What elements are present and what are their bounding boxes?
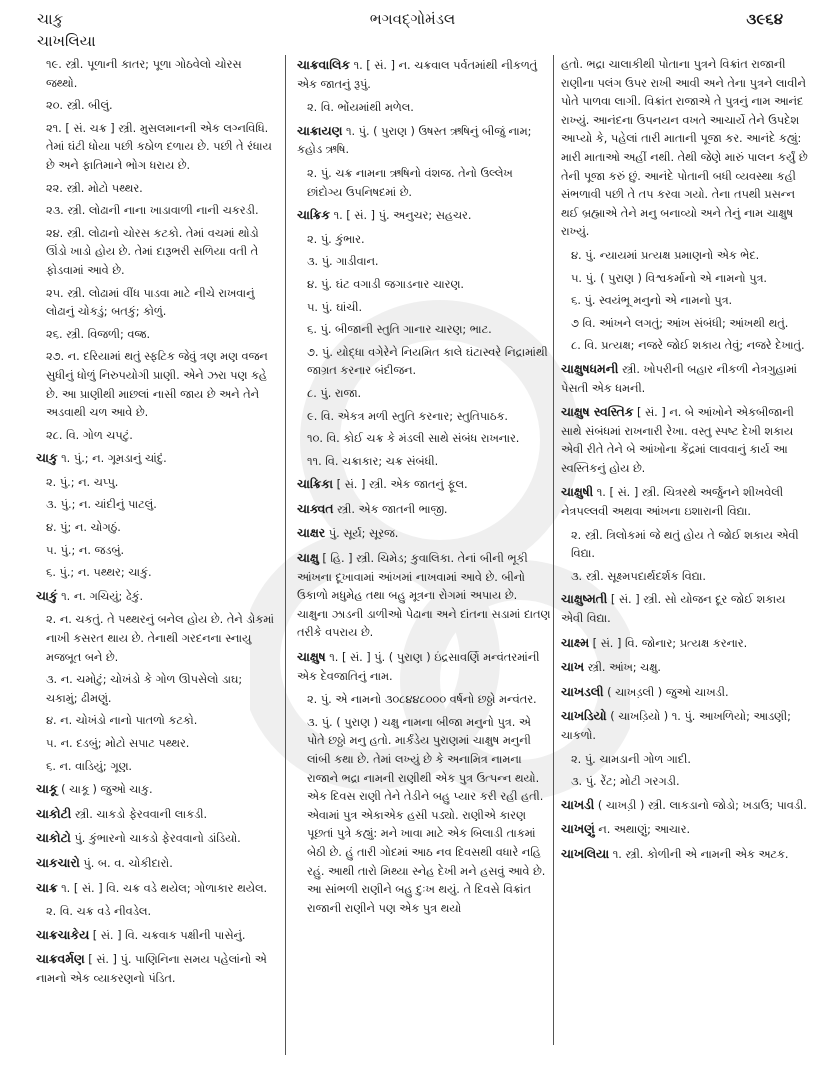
headword: ચાકું [36, 588, 58, 603]
definition-text: ૧. [ સં. ] વિ. ચક્ર વડે થયેલ; ગોળાકાર થયેલ. [61, 881, 268, 895]
dictionary-entry [561, 820, 809, 840]
page-number: ૩૯૬૪ [746, 10, 783, 28]
headword: ચાક્ર [36, 880, 58, 895]
entry-sense [36, 758, 276, 777]
dictionary-entry [36, 587, 276, 607]
entry-sense [297, 408, 551, 427]
dictionary-entry [36, 449, 276, 469]
headword: ચાક્ષર [297, 526, 326, 541]
dictionary-entry [561, 707, 809, 745]
entry-sense [36, 180, 276, 199]
guide-word-last: ચાખલિયા [37, 32, 96, 50]
entry-sense [36, 611, 276, 667]
definition-text: ૩. પું. ( પુરાણ ) ચક્ષુ નામના બીજા મનુનો પુત્ર. એ પોતે છઠ્ઠો મનુ હતો. માર્કંડેય પુરાણમાં ચાક્ષુષ મનુની લાંબી કથા છે. તેમાં લખ્યું છે કે અનામિત્ર નામના રાજાને ભદ્રા નામની રાણીથી એક પુત્ર ઉત્પન્ન થયો. એક દિવસ રાણી તેને તેડીને બહુ પ્યાર કરી રહી હતી. એવામાં પુત્ર એકાએક હસી પડ્યો. રાણીએ કારણ પૂછતાં પુત્રે કહ્યું: મને ખાવા માટે એક બિલાડી તાકમાં બેઠી છે. હું તારી ગોદમાં આઠ નવ દિવસથી વધારે નહિ રહું. આથી તારો મિથ્યા સ્નેહ દેખી મને હસવું આવે છે. આ સાંભળી રાણીને બહુ દુઃખ થયું. તે દિવસે વિક્રાંત રાજાની રાણીને પણ એક પુત્ર થયો [307, 715, 546, 915]
headword: ચાખ [561, 660, 584, 675]
definition-text: ૪. પું. ઘંટ વગાડી જગાડનાર ચારણ. [307, 277, 464, 291]
column-left [36, 56, 276, 1062]
headword: ચાક્ષુષ્મતી [561, 592, 608, 607]
definition-text: ૧૯. સ્ત્રી. પૂળાની કાતર; પૂળા ગોઠવેલો ચોરસ જથ્થો. [46, 58, 242, 90]
entry-sense [36, 56, 276, 93]
definition-text: ૩. પું. રેંટ; મોટી ગરગડી. [571, 775, 680, 789]
entry-sense [297, 430, 551, 449]
definition-text: ૮. વિ. પ્રત્યક્ષ; નજરે જોઈ શકાય તેવું; નજરે દેખાતું. [571, 339, 805, 353]
definition-text: ૨૮. વિ. ગોળ ચપટું. [46, 428, 133, 442]
definition-text: પું. સૂર્ય; સૂરજ. [328, 527, 399, 541]
definition-text: સ્ત્રી. એક જાતની ભાજી. [337, 502, 448, 516]
entry-sense [561, 773, 809, 792]
entry-sense [297, 714, 551, 919]
entry-sense [36, 712, 276, 731]
dictionary-entry [36, 950, 276, 988]
headword: ચાક્રચાકેય [36, 927, 90, 942]
definition-text: ૨. પું. એ નામનો ૩૦૮૪૪૮૦૦૦ વર્ષનો છઠ્ઠો મન્વંતર. [307, 693, 537, 707]
definition-text: ( ચાખડ઼ી ) સ્ત્રી. લાકડાનો જોડો; ખડાઉ; પાવડી. [597, 798, 807, 812]
definition-text: ૨૦. સ્ત્રી. બીલું. [46, 99, 113, 113]
dictionary-entry [561, 845, 809, 865]
entry-sense [561, 247, 809, 266]
dictionary-entry [36, 879, 276, 899]
definition-text: ૭. પું. યોદ્ધા વગેરેને નિયમિત કાલે ઘંટાસ્વરે નિદ્રામાંથી જાગ્રત કરનાર બંદીજન. [307, 345, 548, 378]
definition-text: ૧. [ સં. ] સ્ત્રી. ચિત્રરથે અર્જુનને શીખવેલી નેત્રપલ્લવી અથવા આંખના ઇશારાની વિદ્યા. [561, 486, 784, 519]
dictionary-entry [36, 829, 276, 849]
definition-text: ૨. ન. ચકતું. તે પથ્થરનું બનેલ હોય છે. તેને ડોકમાં નાખી કસરત થાય છે. તેનાથી ગરદનના સ્નાયુ મજબૂત બને છે. [46, 613, 275, 664]
definition-text: ૨. વિ. ભોંયમાંથી મળેલ. [307, 101, 414, 115]
entry-sense [297, 99, 551, 118]
definition-text: ૨. પું.; ન. ચપ્પુ. [46, 475, 119, 489]
definition-text: ૬. ન. વાડિયું; ગૂણ. [46, 759, 133, 773]
definition-text: [ સં. ] સ્ત્રી. સો યોજન દૂર જોઈ શકાય એવી વિદ્યા. [561, 593, 786, 626]
dictionary-entry [36, 926, 276, 946]
definition-text: ૧. પું.; ન. ગૂમડાનું ચાંદું. [61, 452, 167, 466]
entry-sense [36, 519, 276, 538]
dictionary-entry [561, 634, 809, 654]
dictionary-entry [297, 56, 551, 94]
entry-sense [36, 474, 276, 493]
definition-text: ૧. [ સં. ] ન. ચક્રવાલ પર્વતમાંથી નીકળતું એક જાતનું રૂપું. [297, 59, 538, 91]
dictionary-entry [561, 590, 809, 628]
definition-text: ૨. પું. ચક્ર નામના ઋષિનો વંશજ. તેનો ઉલ્લેખ છાંદોગ્ય ઉપનિષદમાં છે. [307, 166, 513, 199]
entry-sense [36, 671, 276, 708]
dictionary-entry [297, 648, 551, 686]
entry-sense [297, 165, 551, 202]
definition-text: ૨. વિ. ચક્ર વડે નીવડેલ. [46, 905, 152, 919]
definition-text: ( ચાકૂ ) જુઓ ચાકુ. [61, 783, 153, 797]
entry-sense [297, 253, 551, 272]
definition-text: ( ચાખડ઼લી ) જુઓ ચાખડી. [607, 685, 729, 699]
entry-sense [297, 299, 551, 318]
definition-text: ૫. પું. ઘાંચી. [307, 300, 363, 314]
definition-text: [ સં. ] વિ. ચક્રવાક પક્ષીની પાસેનું. [92, 928, 246, 942]
entry-sense [36, 348, 276, 422]
definition-text: ૪. પું; ન. ચોગઠું. [46, 521, 121, 535]
definition-text: હતો. ભદ્રા ચાલાકીથી પોતાના પુત્રને વિક્રાંત રાજાની રાણીના પલંગ ઉપર રાખી આવી અને તેના પુત્રને લાવીને પોતે પાળવા લાગી. વિક્રાંત રાજાએ તે પુત્રનું નામ આનંદ રાખ્યું. આનંદના ઉપનયન વખતે આચાર્યે તેને ઉપદેશ આપ્યો કે, પહેલાં તારી માતાની પૂજા કર. આનંદે કહ્યું: મારી માતાઓ અહીં નથી. તેથી જેણે મારું પાલન કર્યું છે તેની પૂજા કરું છું. આનંદે પોતાની બધી વ્યવસ્થા કહી સંભળાવી પછી તે તપ કરવા ગયો. તેના તપથી પ્રસન્ન થઈ બ્રહ્માએ તેને મનુ બનાવ્યો અને તેનું નામ ચાક્ષુષ રાખ્યું. [561, 58, 808, 239]
entry-sense [36, 225, 276, 281]
entry-sense [36, 202, 276, 221]
definition-text: સ્ત્રી. આંખ; ચક્ષુ. [587, 661, 661, 675]
headword: ચાખણું [561, 822, 595, 837]
dictionary-entry [561, 403, 809, 478]
definition-text: ૬. પું.; ન. પથ્થર; ચાકું. [46, 566, 152, 580]
definition-text: [ સં. ] સ્ત્રી. એક જાતનું ફૂલ. [336, 478, 468, 492]
definition-text: ૩. પું. ગાડીવાન. [307, 255, 379, 269]
definition-text: ૩. ન. ચમોટું; ચોખંડો કે ગોળ ઊપસેલો ડાઘ; ચકામું; ઢીમણું. [46, 673, 243, 705]
entry-sense [36, 97, 276, 116]
definition-text: સ્ત્રી. ચાકડો ફેરવવાની લાકડી. [74, 807, 208, 821]
definition-text: ૫. પું. ( પુરાણ ) વિશ્વકર્માનો એ નામનો પુત્ર. [571, 271, 768, 285]
entry-sense [36, 427, 276, 446]
headword: ચાકચારો [36, 855, 80, 870]
definition-text: ૪. ન. ચોખંડો નાનો પાતળો કટકો. [46, 714, 198, 728]
entry-sense [36, 326, 276, 345]
entry-sense [297, 321, 551, 340]
definition-text: [ સં. ] પું. પાણિનિના સમય પહેલાંનો એ નામનો એક વ્યાકરણનો પંડિત. [36, 953, 267, 985]
headword: ચાક્વત [297, 501, 334, 516]
dictionary-entry [297, 475, 551, 495]
definition-text: ૨. સ્ત્રી. ત્રિલોકમાં જે થતું હોય તે જોઈ શકાય એવી વિદ્યા. [571, 528, 799, 561]
definition-text: ૨. પું. ચામડાની ગોળ ગાદી. [571, 752, 691, 766]
dictionary-entry [297, 122, 551, 160]
headword: ચાખલિયા [561, 846, 610, 861]
headword: ચાકૂ [36, 782, 58, 797]
entry-sense [561, 337, 809, 356]
definition-text: ૧. સ્ત્રી. કોળીની એ નામની એક અટક. [612, 847, 789, 861]
entry-sense [36, 542, 276, 561]
definition-text: ૨૭. ન. દરિયામાં થતું સ્ફટિક જેવું ત્રણ મણ વજન સુધીનું ધોળું નિરુપયોગી પ્રાણી. એને ઝરા પણ કહે છે. આ પ્રાણીથી માછલાં નાસી જાય છે અને તેને અડવાથી ચળ આવે છે. [46, 350, 268, 420]
column-divider [285, 55, 286, 1055]
dictionary-entry [561, 360, 809, 398]
definition-text: [ સં. ] ન. બે આંખોને એકબીજાની સાથે સંબંધમાં રાખનારી રેખા. વસ્તુ સ્પષ્ટ દેખી શકાય એવી રીતે તેને બે આંખોના કેંદ્રમાં લાવવાનું કાર્ય આ સ્વસ્તિકનું હોય છે. [561, 406, 794, 475]
headword: ચાખડી [561, 797, 595, 812]
definition-text: પું. બ. વ. ચોકીદારો. [83, 856, 173, 870]
definition-text: ૯. વિ. એકત્ર મળી સ્તુતિ કરનાર; સ્તુતિપાઠક. [307, 409, 509, 423]
page-header [0, 0, 825, 50]
dictionary-entry [561, 796, 809, 816]
definition-text: ૧. ન. ગચિયું; ઢેકું. [61, 589, 144, 603]
entry-sense [297, 691, 551, 710]
headword: ચાકોટો [36, 831, 71, 846]
entry-sense [297, 231, 551, 250]
entry-sense [297, 453, 551, 472]
definition-text: પું. કુંભારનો ચાકડો ફેરવવાનો ડાંડિયો. [74, 832, 241, 846]
definition-text: ૨૨. સ્ત્રી. મોટો પથ્થર. [46, 181, 143, 195]
definition-text: સ્ત્રી. ખોપરીની બહાર નીકળી નેત્રગુહામાં પેસતી એક ધમની. [561, 362, 797, 395]
definition-text: ૨૩. સ્ત્રી. લોઢાની નાના ખાડાવાળી નાની ચકરડી. [46, 204, 259, 218]
headword: ચાક્રાયણ [297, 123, 343, 138]
definition-text: [ હિ. ] સ્ત્રી. ચિમેડ; કુવાલિકા. તેનાં બીની ભૂકી આંખના દૂખાવામાં આંખમાં નાખવામાં આવે છે. બીનો ઉકાળો મધુમેહ તથા બહુ મૂત્રના રોગમાં અપાય છે. ચાક્ષુના ઝાડની ડાળીઓ પેઢાના અને દાંતના સડામાં દાતણ તરીકે વપરાય છે. [297, 552, 551, 640]
definition-text: ૩. પું.; ન. ચાંદીનું પાટલું. [46, 498, 157, 512]
definition-text: ૧. [ સં. ] પું. અનુચર; સહચર. [333, 209, 472, 223]
entry-sense [561, 568, 809, 587]
entry-sense [561, 751, 809, 770]
definition-text: ૭ વિ. આંખને લગતું; આંખ સંબંધી; આંખથી થતું. [571, 316, 789, 330]
dictionary-entry [561, 483, 809, 521]
dictionary-entry [36, 780, 276, 800]
definition-text: ૧૧. વિ. ચક્રાકાર; ચક્ર સંબંધી. [307, 454, 439, 468]
guide-word-first: ચાકુ [37, 10, 64, 28]
definition-text: ૧. [ સં. ] પું. ( પુરાણ ) ઇંદ્રસાવર્ણિ મન્વંતરમાંની એક દેવજાતિનું નામ. [297, 651, 540, 683]
dictionary-entry [297, 524, 551, 544]
entry-sense [297, 385, 551, 404]
definition-text: [ સં. ] વિ. જોનાર; પ્રત્યક્ષ કરનાર. [592, 636, 748, 650]
definition-text: ૫. પું.; ન. જડબું. [46, 543, 125, 557]
definition-text: ૩. સ્ત્રી. સૂક્ષ્મપદાર્થદર્શક વિદ્યા. [571, 569, 706, 583]
dictionary-entry [561, 683, 809, 703]
dictionary-entry [297, 500, 551, 520]
headword: ચાક્રિક [297, 208, 330, 223]
headword: ચાક્ષુષ [297, 650, 326, 665]
entry-sense [36, 903, 276, 922]
dictionary-entry [297, 206, 551, 226]
definition-text: ૨૪. સ્ત્રી. લોઢાનો ચોરસ કટકો. તેમાં વચમાં થોડો ઊંડો ખાડો હોય છે. તેમાં દારૂભરી સળિયા વતી તે ફોડવામાં આવે છે. [46, 226, 259, 277]
entry-sense [561, 315, 809, 334]
definition-text: ૪. પું. ન્યાયમાં પ્રત્યક્ષ પ્રમાણનો એક ભેદ. [571, 248, 760, 262]
headword: ચાક્ષુષ સ્વસ્તિક [561, 405, 634, 420]
column-right [561, 56, 809, 1062]
headword: ચાક્રિકા [297, 477, 334, 492]
dictionary-entry [561, 658, 809, 678]
headword: ચાકોટી [36, 806, 72, 821]
definition-text: ૨૫. સ્ત્રી. લોઢામાં વીંધ પાડવા માટે નીચે રાખવાનું લોઢાનું ચોકડું; બતકું; કોળું. [46, 286, 255, 319]
entry-sense [297, 344, 551, 381]
definition-text: ૧. પું. ( પુરાણ ) ઉષસ્ત ઋષિનું બીજું નામ; કહોડ ઋષિ. [297, 124, 532, 157]
headword: ચાક્ષુ [297, 551, 319, 566]
headword: ચાક્ષ્મ [561, 635, 590, 650]
definition-text: ૨. પું. કુંભાર. [307, 232, 365, 246]
entry-sense [36, 285, 276, 322]
entry-continuation [561, 56, 809, 242]
definition-text: ૬. પું. બીજાની સ્તુતિ ગાનાર ચારણ; ભાટ. [307, 323, 492, 337]
headword: ચાક્રવાલિક [297, 58, 350, 72]
definition-text: ૨૧. [ સં. ચક્ર ] સ્ત્રી. મુસલમાનની એક લગ્નવિધિ. તેમાં ઘંટી ધોયા પછી કઠોળ દળાય છે. પછી તે રંધાય છે અને ફાતિમાને ભોગ ધરાય છે. [46, 121, 272, 172]
definition-text: ૬. પું. સ્વયંભૂ મનુનો એ નામનો પુત્ર. [571, 294, 733, 308]
entry-sense [561, 270, 809, 289]
entry-sense [36, 735, 276, 754]
headword: ચાકુ [36, 451, 58, 466]
headword: ચાક્ષુષી [561, 485, 594, 500]
dictionary-entry [36, 854, 276, 874]
definition-text: ૫. ન. દડબું; મોટો સપાટ પથ્થર. [46, 737, 190, 750]
column-middle [297, 56, 551, 1062]
definition-text: ( ચાખડ઼િયો ) ૧. પું. આખળિયો; આડણી; ચાકળો. [561, 710, 791, 742]
entry-sense [36, 496, 276, 515]
entry-sense [36, 120, 276, 176]
column-divider [553, 55, 554, 1045]
definition-text: ન. અથાણું; આચાર. [598, 823, 691, 837]
definition-text: ૮. પું. રાજા. [307, 386, 362, 400]
entry-sense [297, 276, 551, 295]
headword: ચાક્ષુષધમની [561, 361, 619, 376]
headword: ચાક્રવર્મણ [36, 952, 85, 967]
entry-sense [561, 292, 809, 311]
dictionary-entry [36, 805, 276, 825]
headword: ચાખડિયો [561, 709, 607, 724]
definition-text: ૧૦. વિ. કોઈ ચક્ર કે મંડલી સાથે સંબંધ રાખનાર. [307, 432, 520, 446]
book-title: ભગવદ્ગોમંડલ [369, 10, 456, 28]
entry-sense [36, 564, 276, 583]
headword: ચાખડલી [561, 684, 604, 699]
definition-text: ૨૬. સ્ત્રી. વિજળી; વજ્ર. [46, 327, 151, 341]
entry-sense [561, 527, 809, 564]
dictionary-entry [297, 549, 551, 643]
